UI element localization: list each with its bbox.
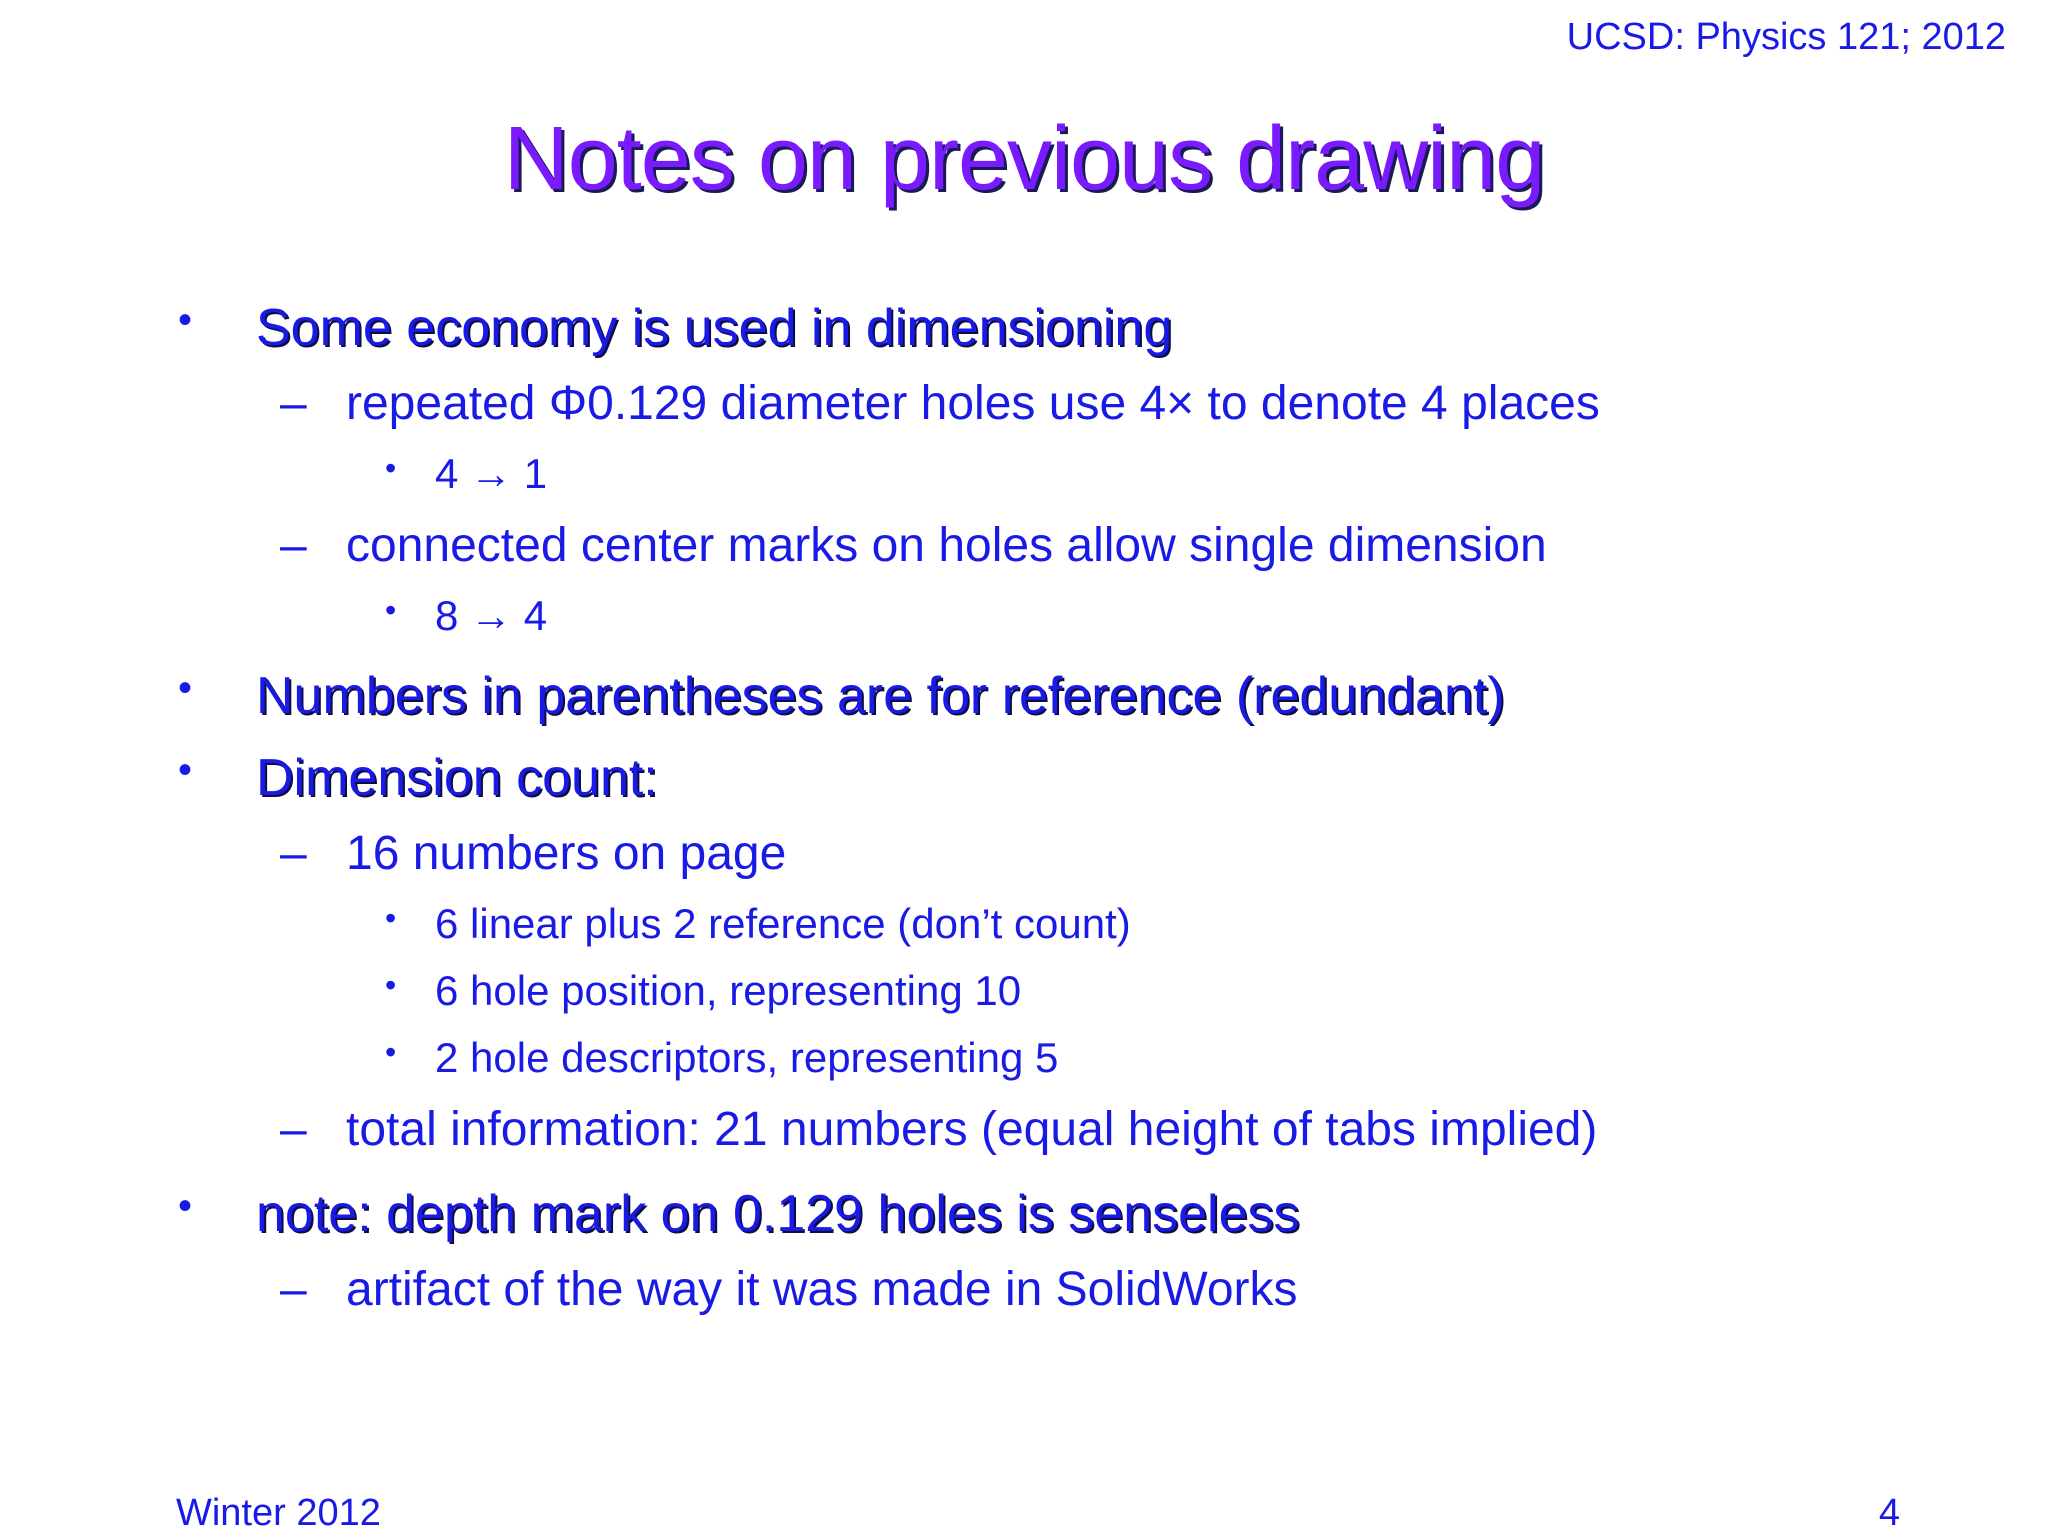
sub-bullet-text: 16 numbers on page xyxy=(346,827,787,880)
bullet-marker: • xyxy=(178,748,193,792)
sub-bullet-text: artifact of the way it was made in SolidWorks xyxy=(346,1263,1298,1316)
dash-marker: – xyxy=(280,1103,307,1156)
dash-marker: – xyxy=(280,827,307,880)
bullet-marker: • xyxy=(178,666,193,710)
sub-bullet-text: connected center marks on holes allow single dimension xyxy=(346,519,1547,572)
sub-sub-bullet-text: 6 linear plus 2 reference (don’t count) xyxy=(435,900,1131,947)
bullet-marker: • xyxy=(178,1184,193,1228)
sub-sub-bullet-text: 8 → 4 xyxy=(435,592,548,639)
dash-marker: – xyxy=(280,1263,307,1316)
bullet-text: note: depth mark on 0.129 holes is senseless xyxy=(256,1185,1300,1243)
page-number: 4 xyxy=(1878,1492,1900,1534)
bullet-marker: • xyxy=(178,298,193,342)
sub-bullet-text: repeated Φ0.129 diameter holes use 4× to denote 4 places xyxy=(346,377,1600,430)
sub-sub-bullet-text: 6 hole position, representing 10 xyxy=(435,967,1022,1014)
bullet-text: Some economy is used in dimensioning xyxy=(256,299,1173,357)
small-bullet-marker: • xyxy=(385,450,397,486)
bullet-text: Numbers in parentheses are for reference (redundant) xyxy=(256,667,1505,725)
slide-title: Notes on previous drawing xyxy=(503,109,1545,209)
sub-sub-bullet-text: 4 → 1 xyxy=(435,450,548,497)
small-bullet-marker: • xyxy=(385,1034,397,1070)
small-bullet-marker: • xyxy=(385,592,397,628)
sub-sub-bullet-text: 2 hole descriptors, representing 5 xyxy=(435,1034,1059,1081)
footer-term: Winter 2012 xyxy=(176,1492,381,1534)
dash-marker: – xyxy=(280,519,307,572)
small-bullet-marker: • xyxy=(385,900,397,936)
bullet-text: Dimension count: xyxy=(256,749,658,807)
dash-marker: – xyxy=(280,377,307,430)
course-header: UCSD: Physics 121; 2012 xyxy=(1566,16,2006,58)
small-bullet-marker: • xyxy=(385,967,397,1003)
sub-bullet-text: total information: 21 numbers (equal height of tabs implied) xyxy=(346,1103,1598,1156)
